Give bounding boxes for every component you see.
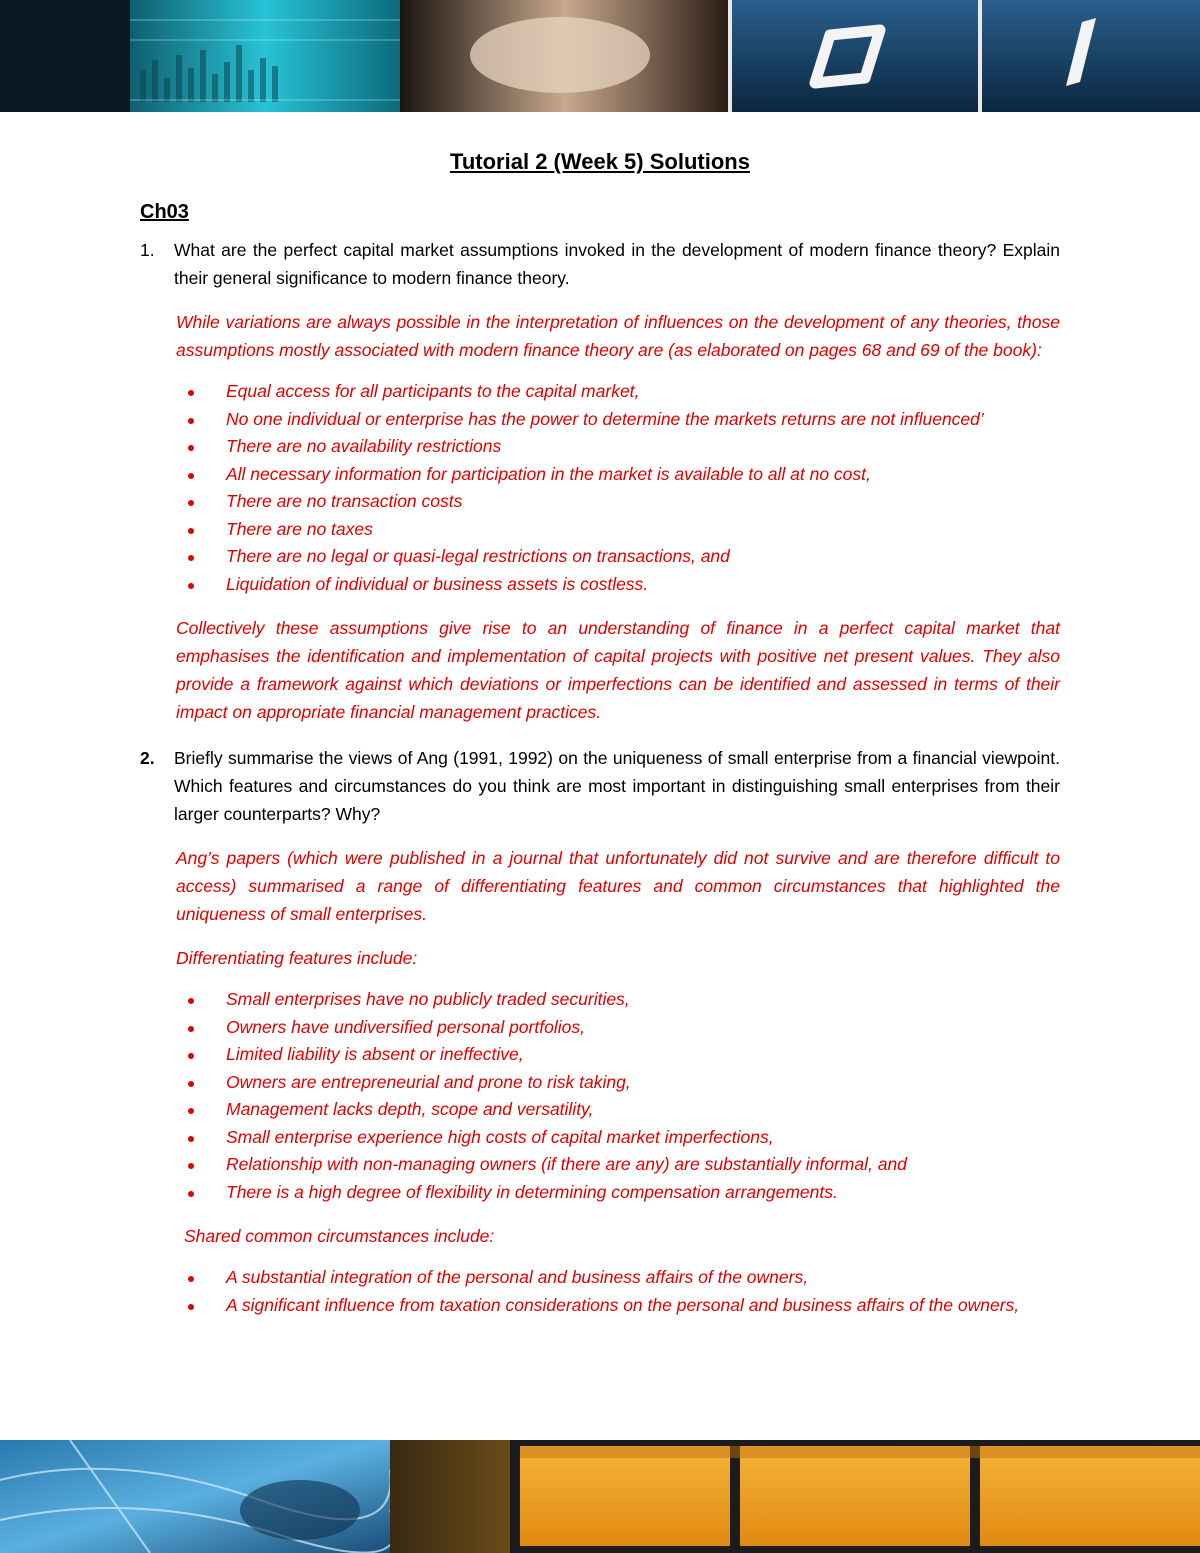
bullet-icon xyxy=(188,1191,194,1197)
document-body xyxy=(140,140,1060,1319)
question-1-text: What are the perfect capital market assumptions invoked in the development of modern finance theory? Explain their general significance to modern finance theory. xyxy=(174,240,1060,288)
bullet-icon xyxy=(188,1108,194,1114)
bullet-icon xyxy=(188,998,194,1004)
bullet-icon xyxy=(188,418,194,424)
list-item: There are no availability restrictions xyxy=(186,433,1060,461)
footer-banner-image xyxy=(0,1440,1200,1553)
header-banner-image xyxy=(0,0,1200,112)
question-2-text: Briefly summarise the views of Ang (1991, 1992) on the uniqueness of small enterprise from a financial viewpoint. Which features and circumstances do you think are most important in distinguishing small enterprises from their larger counterparts? Why? xyxy=(174,748,1060,824)
list-item: Management lacks depth, scope and versatility, xyxy=(186,1096,1060,1124)
list-item: Small enterprises have no publicly traded securities, xyxy=(186,986,1060,1014)
bullet-icon xyxy=(188,1136,194,1142)
list-item: Small enterprise experience high costs of capital market imperfections, xyxy=(186,1124,1060,1152)
list-item: All necessary information for participation in the market is available to all at no cost, xyxy=(186,461,1060,489)
list-item: A significant influence from taxation considerations on the personal and business affairs of the owners, xyxy=(186,1292,1060,1320)
list-item: Owners have undiversified personal portfolios, xyxy=(186,1014,1060,1042)
bullet-icon xyxy=(188,1163,194,1169)
answer-1-intro: While variations are always possible in the interpretation of influences on the development of any theories, those assumptions mostly associated with modern finance theory are (as elaborated on pages 68 and 69 of the book): xyxy=(176,312,1060,360)
list-item: Relationship with non-managing owners (if there are any) are substantially informal, and xyxy=(186,1151,1060,1179)
page-title: Tutorial 2 (Week 5) Solutions xyxy=(450,149,750,174)
list-item: There are no taxes xyxy=(186,516,1060,544)
bullet-icon xyxy=(188,1276,194,1282)
bullet-icon xyxy=(188,583,194,589)
list-item: There are no transaction costs xyxy=(186,488,1060,516)
circumstances-bullet-list xyxy=(186,1264,1060,1319)
question-2-number: 2. xyxy=(140,748,155,768)
list-item: Owners are entrepreneurial and prone to risk taking, xyxy=(186,1069,1060,1097)
list-item: Equal access for all participants to the capital market, xyxy=(186,378,1060,406)
question-1-number: 1. xyxy=(140,240,155,260)
list-item: Liquidation of individual or business assets is costless. xyxy=(186,571,1060,599)
bullet-icon xyxy=(188,528,194,534)
bullet-icon xyxy=(188,1081,194,1087)
list-item: There are no legal or quasi-legal restrictions on transactions, and xyxy=(186,543,1060,571)
answer-1-conclusion: Collectively these assumptions give rise to an understanding of finance in a perfect capital market that emphasises the identification and implementation of capital projects with positive net present values. They also provide a framework against which deviations or imperfections can be identified and assessed in terms of their impact on appropriate financial management practices. xyxy=(176,618,1060,722)
question-2 xyxy=(140,744,1060,828)
bullet-icon xyxy=(188,445,194,451)
bullet-icon xyxy=(188,390,194,396)
features-bullet-list xyxy=(186,986,1060,1206)
question-1 xyxy=(140,236,1060,292)
bullet-icon xyxy=(188,1026,194,1032)
bullet-icon xyxy=(188,1304,194,1310)
list-item: A substantial integration of the personal and business affairs of the owners, xyxy=(186,1264,1060,1292)
circumstances-heading: Shared common circumstances include: xyxy=(184,1226,495,1246)
bullet-icon xyxy=(188,473,194,479)
features-heading: Differentiating features include: xyxy=(176,948,418,968)
bullet-icon xyxy=(188,555,194,561)
answer-2-intro: Ang’s papers (which were published in a journal that unfortunately did not survive and are therefore difficult to access) summarised a range of differentiating features and common circumstances that highlighted the uniqueness of small enterprises. xyxy=(176,848,1060,924)
bullet-icon xyxy=(188,1053,194,1059)
bullet-icon xyxy=(188,500,194,506)
answer-1-bullet-list xyxy=(186,378,1060,598)
chapter-heading: Ch03 xyxy=(140,201,189,223)
list-item: No one individual or enterprise has the power to determine the markets returns are not influenced’ xyxy=(186,406,1060,434)
list-item: Limited liability is absent or ineffective, xyxy=(186,1041,1060,1069)
list-item: There is a high degree of flexibility in determining compensation arrangements. xyxy=(186,1179,1060,1207)
